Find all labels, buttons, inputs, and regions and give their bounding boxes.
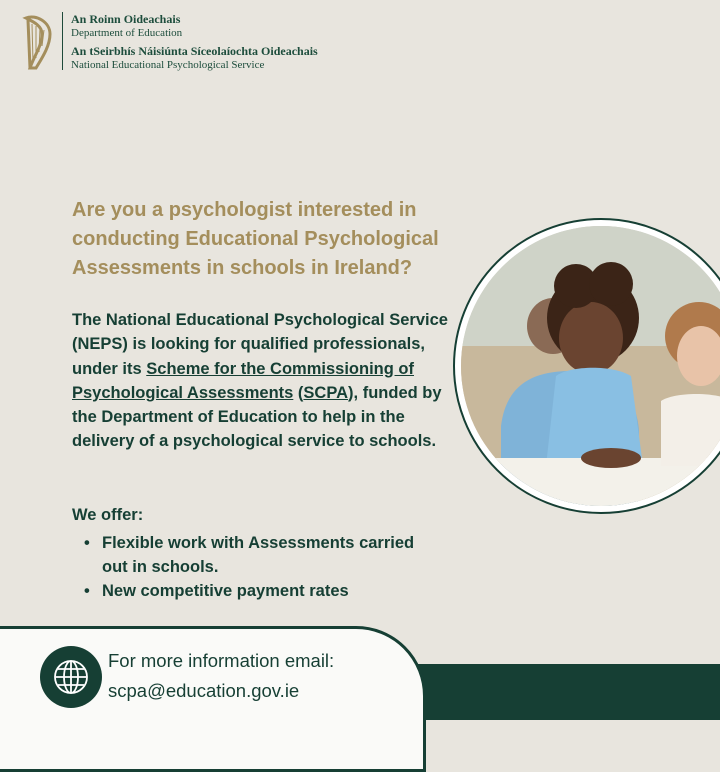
list-item: • Flexible work with Assessments carried out in schools.	[80, 531, 440, 579]
contact-email[interactable]: scpa@education.gov.ie	[108, 680, 300, 701]
photo-image	[461, 226, 720, 506]
header-divider	[62, 12, 63, 70]
body-text-2: (	[293, 383, 304, 402]
headline: Are you a psychologist interested in conducting Educational Psychological Assessments in schools in Ireland?	[72, 199, 439, 279]
body-text-1: The National Educational Psychological Service (NEPS) is looking for qualified professionals, under its	[72, 311, 448, 378]
harp-icon	[20, 12, 56, 72]
offer-list	[80, 531, 440, 603]
scpa-link[interactable]: SCPA	[303, 383, 349, 402]
service-irish: An tSeirbhís Náisiúnta Síceolaíochta Oideachais	[71, 44, 318, 58]
footer-info-text: For more information email:	[108, 650, 335, 671]
header-text	[71, 12, 318, 72]
children-photo	[453, 218, 720, 514]
body-paragraph	[72, 308, 452, 454]
globe-icon	[40, 646, 102, 708]
scheme-link[interactable]: Scheme for the Commissioning of Psychological Assessments	[72, 359, 414, 402]
org-english: Department of Education	[71, 27, 183, 39]
footer-band	[410, 664, 720, 720]
org-irish: An Roinn Oideachais	[71, 12, 181, 26]
list-item: • New competitive payment rates	[80, 579, 440, 603]
offer-title: We offer:	[72, 506, 144, 524]
service-english: National Educational Psychological Service	[71, 59, 265, 71]
body-text-3: ), funded by the Department of Education to help in the delivery of a psychological service to schools.	[72, 383, 442, 451]
photo-illustration	[461, 226, 720, 506]
header-logo	[20, 12, 318, 72]
